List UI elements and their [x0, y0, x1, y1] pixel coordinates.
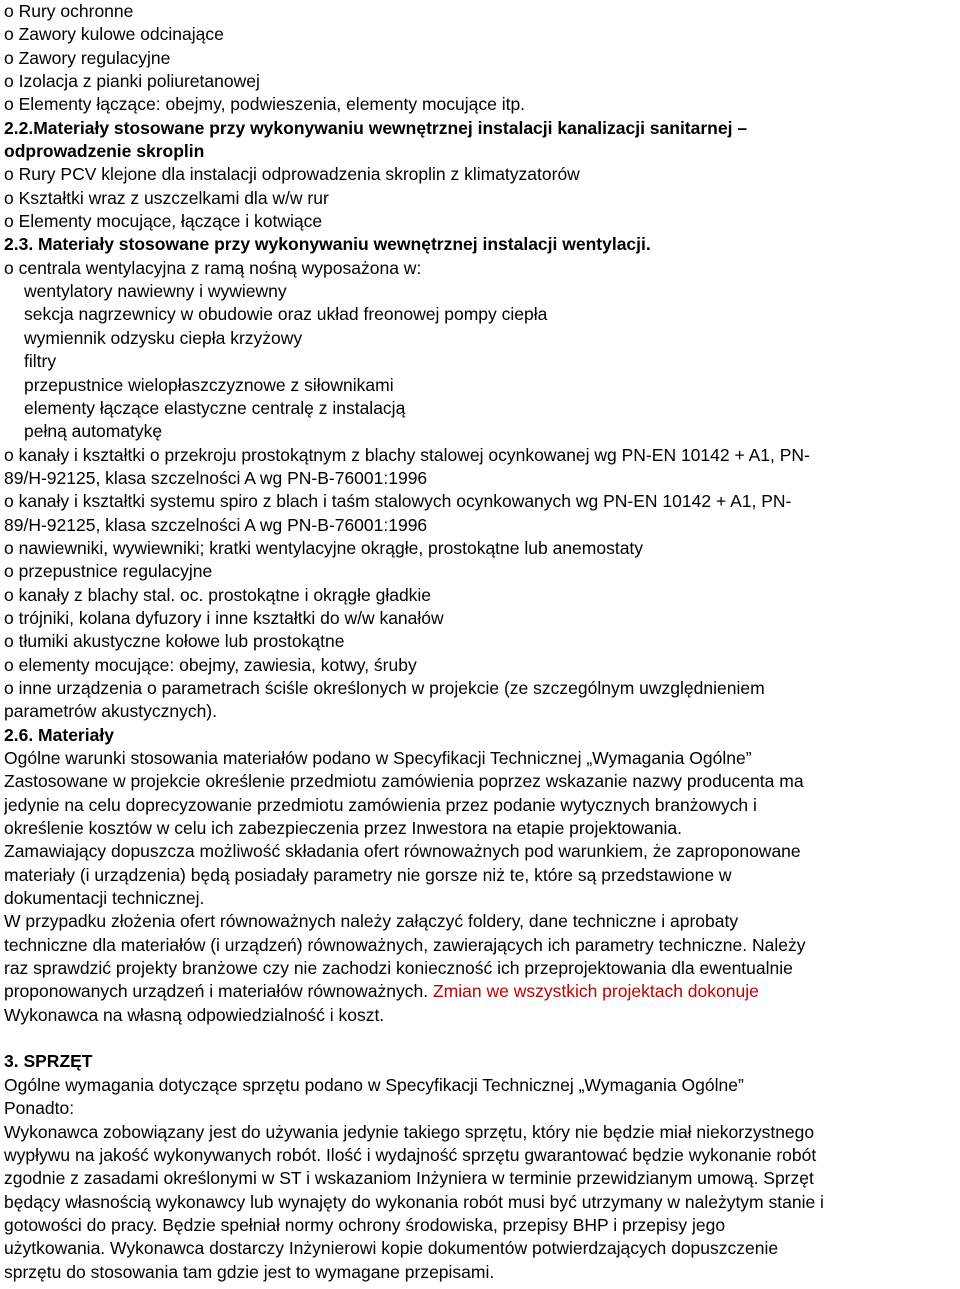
list-item: o kanały i kształtki o przekroju prostokątnym z blachy stalowej ocynkowanej wg PN-EN 10142 + A1, PN-: [4, 444, 810, 465]
section-heading-2-3: 2.3. Materiały stosowane przy wykonywaniu wewnętrznej instalacji wentylacji.: [4, 234, 651, 255]
sub-list-item: filtry: [24, 351, 57, 372]
paragraph-line: sprzętu do stosowania tam gdzie jest to wymagane przepisami.: [4, 1261, 495, 1282]
paragraph-line: materiały (i urządzenia) będą posiadały parametry nie gorsze niż te, które są przedstawione w: [4, 864, 732, 885]
paragraph-line: techniczne dla materiałów (i urządzeń) równoważnych, zawierających ich parametry techniczne. Należy: [4, 934, 806, 955]
list-c: [4, 444, 958, 724]
paragraph-line: Ponadto:: [4, 1098, 75, 1119]
list-item: o Elementy łączące: obejmy, podwieszenia, elementy mocujące itp.: [4, 94, 526, 115]
list-item: o Kształtki wraz z uszczelkami dla w/w rur: [4, 187, 329, 208]
paragraph-materials: [4, 747, 958, 1027]
highlighted-text: Zmian we wszystkich projektach dokonuje: [428, 981, 759, 1002]
list-item: o Zawory regulacyjne: [4, 47, 171, 68]
list-item: o kanały i kształtki systemu spiro z blach i taśm stalowych ocynkowanych wg PN-EN 10142 + A1, PN-: [4, 491, 792, 512]
paragraph-line: gotowości do pracy. Będzie spełniał normy ochrony środowiska, przepisy BHP i przepisy jego: [4, 1214, 726, 1235]
paragraph-line: Zastosowane w projekcie określenie przedmiotu zamówienia poprzez wskazanie nazwy producenta ma: [4, 771, 804, 792]
paragraph-line: wypływu na jakość wykonywanych robót. Ilość i wydajność sprzętu gwarantować będzie wykonanie robót: [4, 1144, 817, 1165]
list-item: parametrów akustycznych).: [4, 701, 217, 722]
blank-line: [4, 1027, 958, 1050]
list-item: o Rury PCV klejone dla instalacji odprowadzenia skroplin z klimatyzatorów: [4, 164, 580, 185]
paragraph-line: jedynie na celu doprecyzowanie przedmiotu zamówienia przez podanie wytycznych branżowych i: [4, 794, 757, 815]
sub-list-item: pełną automatykę: [24, 421, 163, 442]
list-item: o inne urządzenia o parametrach ściśle określonych w projekcie (ze szczególnym uwzględnieniem: [4, 677, 765, 698]
list-a: [4, 0, 958, 117]
paragraph-line: W przypadku złożenia ofert równoważnych należy załączyć foldery, dane techniczne i aprobaty: [4, 911, 739, 932]
section-heading-2-6: 2.6. Materiały: [4, 724, 114, 745]
list-item: 89/H-92125, klasa szczelności A wg PN-B-76001:1996: [4, 467, 428, 488]
paragraph-line: Zamawiający dopuszcza możliwość składania ofert równoważnych pod warunkiem, że zaproponowane: [4, 841, 801, 862]
sub-list-item: wymiennik odzysku ciepła krzyżowy: [24, 327, 303, 348]
list-central-unit: [4, 257, 958, 444]
list-b: [4, 163, 958, 233]
heading-line: 2.2.Materiały stosowane przy wykonywaniu wewnętrznej instalacji kanalizacji sanitarnej –: [4, 117, 748, 138]
list-item: o nawiewniki, wywiewniki; kratki wentylacyjne okrągłe, prostokątne lub anemostaty: [4, 537, 644, 558]
sub-list-item: wentylatory nawiewny i wywiewny: [24, 281, 287, 302]
section-heading-2-2: [4, 117, 958, 164]
paragraph-line: użytkowania. Wykonawca dostarczy Inżynierowi kopie dokumentów potwierdzających dopuszczenie: [4, 1238, 779, 1259]
list-item: o Zawory kulowe odcinające: [4, 24, 224, 45]
section-heading-3: 3. SPRZĘT: [4, 1051, 93, 1072]
paragraph-line: raz sprawdzić projekty branżowe czy nie zachodzi konieczność ich przeprojektowania dla ewentualnie: [4, 958, 793, 979]
paragraph-line: Wykonawca zobowiązany jest do używania jedynie takiego sprzętu, który nie będzie miał niekorzystnego: [4, 1121, 815, 1142]
sub-list-item: sekcja nagrzewnicy w obudowie oraz układ freonowej pompy ciepła: [24, 304, 548, 325]
list-item: 89/H-92125, klasa szczelności A wg PN-B-76001:1996: [4, 514, 428, 535]
paragraph-line: określenie kosztów w celu ich zabezpieczenia przez Inwestora na etapie projektowania.: [4, 818, 683, 839]
paragraph-line: Ogólne warunki stosowania materiałów podano w Specyfikacji Technicznej „Wymagania Ogólne”: [4, 748, 752, 768]
paragraph-line: zgodnie z zasadami określonymi w ST i wskazaniom Inżyniera w terminie przewidzianym umową. Sprzęt: [4, 1168, 814, 1189]
heading-line: odprowadzenie skroplin: [4, 141, 205, 162]
paragraph-line: [4, 980, 958, 1003]
list-item: o Izolacja z pianki poliuretanowej: [4, 71, 260, 92]
paragraph-line: Wykonawca na własną odpowiedzialność i koszt.: [4, 1004, 385, 1025]
paragraph-line: Ogólne wymagania dotyczące sprzętu podano w Specyfikacji Technicznej „Wymagania Ogólne”: [4, 1074, 744, 1095]
sub-list-item: przepustnice wielopłaszczyznowe z siłownikami: [24, 374, 394, 395]
paragraph-equipment: [4, 1074, 958, 1284]
list-item: o Rury ochronne: [4, 1, 134, 21]
list-item: o tłumiki akustyczne kołowe lub prostokątne: [4, 631, 345, 652]
list-item: o Elementy mocujące, łączące i kotwiące: [4, 211, 323, 232]
list-item: o przepustnice regulacyjne: [4, 561, 213, 582]
paragraph-line: będący własnością wykonawcy lub wynajęty do wykonania robót musi być utrzymany w należytym stanie i: [4, 1191, 824, 1212]
paragraph-line: dokumentacji technicznej.: [4, 888, 205, 909]
paragraph-text: proponowanych urządzeń i materiałów równoważnych.: [4, 981, 429, 1002]
list-item: o trójniki, kolana dyfuzory i inne kształtki do w/w kanałów: [4, 607, 444, 628]
list-item: o kanały z blachy stal. oc. prostokątne i okrągłe gładkie: [4, 584, 432, 605]
sub-list-item: elementy łączące elastyczne centralę z instalacją: [24, 397, 406, 418]
list-item: o centrala wentylacyjna z ramą nośną wyposażona w:: [4, 257, 422, 278]
list-item: o elementy mocujące: obejmy, zawiesia, kotwy, śruby: [4, 654, 417, 675]
